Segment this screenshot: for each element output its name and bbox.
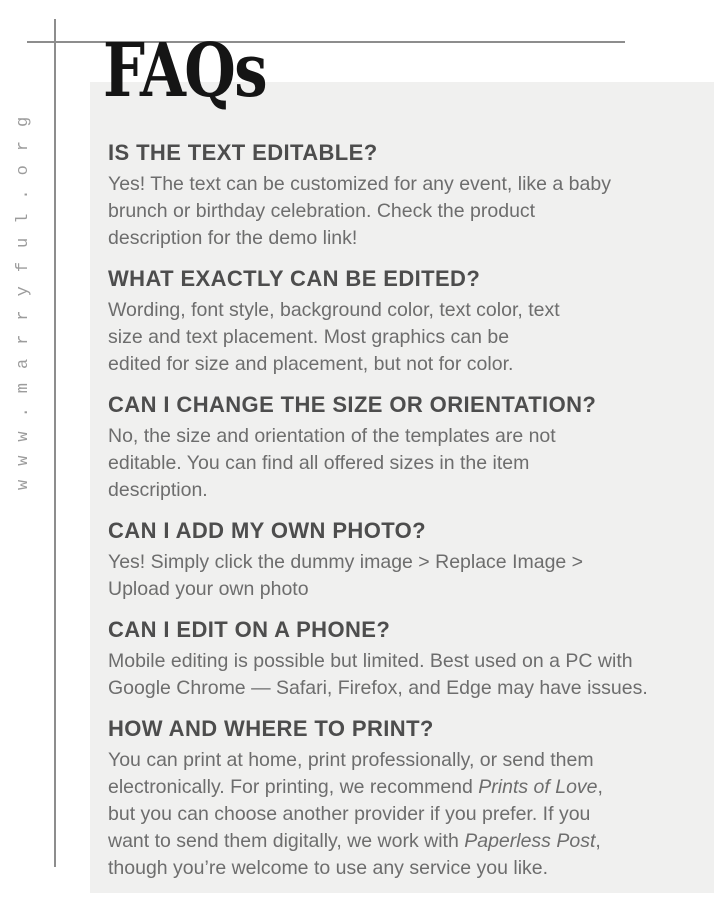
faq-question: CAN I ADD MY OWN PHOTO?	[108, 518, 427, 543]
faq-item	[108, 716, 698, 882]
faq-answer: No, the size and orientation of the templates are not editable. You can find all offered sizes in the item description.	[108, 425, 556, 501]
faq-answer: You can print at home, print professionally, or send them electronically. For printing, we recommend Prints of Love, but you can choose another provider if you prefer. If you want to send them digitally, we work with Paperless Post, though you’re welcome to use any service you like.	[108, 749, 603, 879]
faq-answer: Yes! The text can be customized for any event, like a baby brunch or birthday celebration. Check the product description for the demo link!	[108, 173, 611, 249]
faq-item	[108, 392, 698, 504]
faq-question: CAN I EDIT ON A PHONE?	[108, 617, 391, 642]
faq-answer: Wording, font style, background color, text color, text size and text placement. Most graphics can be edited for size and placement, but not for color.	[108, 299, 560, 375]
faq-question: HOW AND WHERE TO PRINT?	[108, 716, 434, 741]
website-url-vertical: www.marryful.org	[14, 102, 33, 490]
faq-answer: Yes! Simply click the dummy image > Replace Image > Upload your own photo	[108, 551, 584, 600]
faq-question: WHAT EXACTLY CAN BE EDITED?	[108, 266, 481, 291]
faq-question: CAN I CHANGE THE SIZE OR ORIENTATION?	[108, 392, 597, 417]
faq-item	[108, 140, 698, 252]
vertical-rule-line	[54, 19, 56, 867]
faq-item	[108, 518, 698, 603]
faq-item	[108, 617, 698, 702]
faq-item	[108, 266, 698, 378]
faq-list	[108, 140, 698, 896]
faq-answer: Mobile editing is possible but limited. Best used on a PC with Google Chrome — Safari, Firefox, and Edge may have issues.	[108, 650, 648, 699]
faq-question: IS THE TEXT EDITABLE?	[108, 140, 378, 165]
page-title: FAQs	[103, 28, 266, 114]
